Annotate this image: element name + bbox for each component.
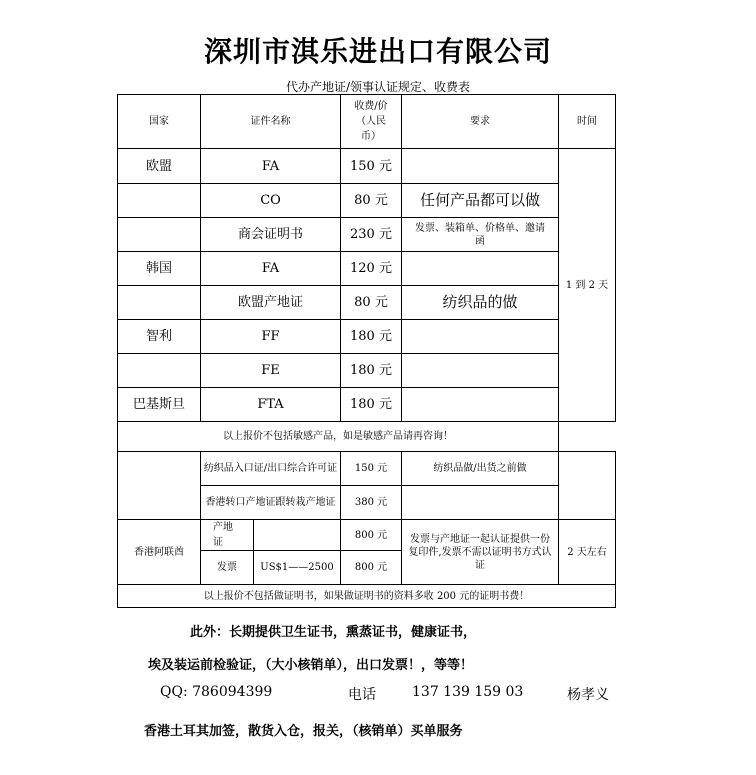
table-row xyxy=(118,354,616,388)
requirement-cell xyxy=(402,388,559,422)
header-cert-name: 证件名称 xyxy=(201,95,341,149)
table-row xyxy=(118,320,616,354)
fee-cell: 230 元 xyxy=(341,218,402,252)
cert-cell: 欧盟产地证 xyxy=(201,286,341,320)
invoice-label: 发票 xyxy=(201,551,254,585)
requirement-cell xyxy=(402,320,559,354)
country-cell: 智利 xyxy=(118,320,201,354)
cert-cell: FF xyxy=(201,320,341,354)
extra-services-line-3: 香港土耳其加签，散货入仓，报关，（核销单）买单服务 xyxy=(144,724,463,739)
country-cell xyxy=(118,218,201,252)
hk-uae-country-cell: 香港阿联酋 xyxy=(118,520,201,585)
country-cell xyxy=(118,354,201,388)
table-row xyxy=(118,218,616,252)
table-row xyxy=(118,286,616,320)
extra-services-line-1: 此外：长期提供卫生证书，熏蒸证书，健康证书， xyxy=(190,625,477,640)
table-header-row xyxy=(118,95,616,149)
country-cell xyxy=(118,286,201,320)
requirement-cell: 纺织品做/出货之前做 xyxy=(402,452,559,486)
time-cell xyxy=(559,452,616,520)
origin-price-cell xyxy=(254,520,341,551)
fee-cell: 800 元 xyxy=(341,551,402,585)
cert-cell: 商会证明书 xyxy=(201,218,341,252)
header-country: 国家 xyxy=(118,95,201,149)
country-cell: 韩国 xyxy=(118,252,201,286)
phone-label: 电话 xyxy=(348,687,376,703)
fee-cell: 150 元 xyxy=(341,452,402,486)
textile-cert-cell: 纺织品入口证/出口综合许可证 xyxy=(201,452,341,486)
country-cell: 欧盟 xyxy=(118,149,201,184)
table-row xyxy=(118,388,616,422)
fee-cell: 150 元 xyxy=(341,149,402,184)
requirement-cell: 发票、装箱单、价格单、邀请函 xyxy=(402,218,559,252)
cert-cell: CO xyxy=(201,184,341,218)
note-row xyxy=(118,422,616,452)
hk-cert-cell: 香港转口产地证跟转栽产地证 xyxy=(201,486,341,520)
requirement-cell xyxy=(402,354,559,388)
table-subtitle: 代办产地证/领事认证规定、收费表 xyxy=(285,80,471,94)
fee-table xyxy=(117,94,616,608)
extra-services-line-2: 埃及装运前检验证，（大小核销单），出口发票！，等等！ xyxy=(148,658,474,673)
fee-cell: 180 元 xyxy=(341,354,402,388)
country-cell xyxy=(118,184,201,218)
phone-number: 137 139 159 03 xyxy=(412,684,524,700)
note-row xyxy=(118,585,616,608)
time-cell: 1 到 2 天 xyxy=(559,149,616,422)
cert-cell: FA xyxy=(201,149,341,184)
origin-cert-label: 产地证 xyxy=(201,520,254,551)
certificate-note: 以上报价不包括做证明书，如果做证明书的资料多收 200 元的证明书费！ xyxy=(118,585,616,608)
cert-cell: FE xyxy=(201,354,341,388)
contact-name: 杨孝义 xyxy=(567,687,609,703)
country-cell: 巴基斯旦 xyxy=(118,388,201,422)
fee-cell: 180 元 xyxy=(341,320,402,354)
requirement-cell: 纺织品的做 xyxy=(402,286,559,320)
fee-cell: 80 元 xyxy=(341,286,402,320)
table-row xyxy=(118,149,616,184)
qq-number: QQ: 786094399 xyxy=(160,684,273,700)
cert-cell: FA xyxy=(201,252,341,286)
invoice-price-cell: US$1——2500 xyxy=(254,551,341,585)
fee-cell: 380 元 xyxy=(341,486,402,520)
fee-cell: 800 元 xyxy=(341,520,402,551)
hk-uae-requirement: 发票与产地证一起认证提供一份复印件,发票不需以证明书方式认证 xyxy=(402,520,559,585)
textile-row xyxy=(118,452,616,486)
table-row xyxy=(118,184,616,218)
fee-cell: 80 元 xyxy=(341,184,402,218)
country-cell xyxy=(118,452,201,520)
fee-cell: 120 元 xyxy=(341,252,402,286)
company-title: 深圳市淇乐进出口有限公司 xyxy=(203,35,552,68)
sensitive-product-note: 以上报价不包括敏感产品，如是敏感产品请再咨询！ xyxy=(118,422,559,452)
requirement-cell xyxy=(402,149,559,184)
header-requirement: 要求 xyxy=(402,95,559,149)
cert-cell: FTA xyxy=(201,388,341,422)
table-row xyxy=(118,252,616,286)
requirement-cell: 任何产品都可以做 xyxy=(402,184,559,218)
fee-cell: 180 元 xyxy=(341,388,402,422)
hk-uae-origin-row xyxy=(118,520,616,551)
requirement-cell xyxy=(402,486,559,520)
header-time: 时间 xyxy=(559,95,616,149)
requirement-cell xyxy=(402,252,559,286)
hk-uae-time: 2 天左右 xyxy=(559,520,616,585)
header-fee: 收费/价（人民币） xyxy=(341,95,402,149)
